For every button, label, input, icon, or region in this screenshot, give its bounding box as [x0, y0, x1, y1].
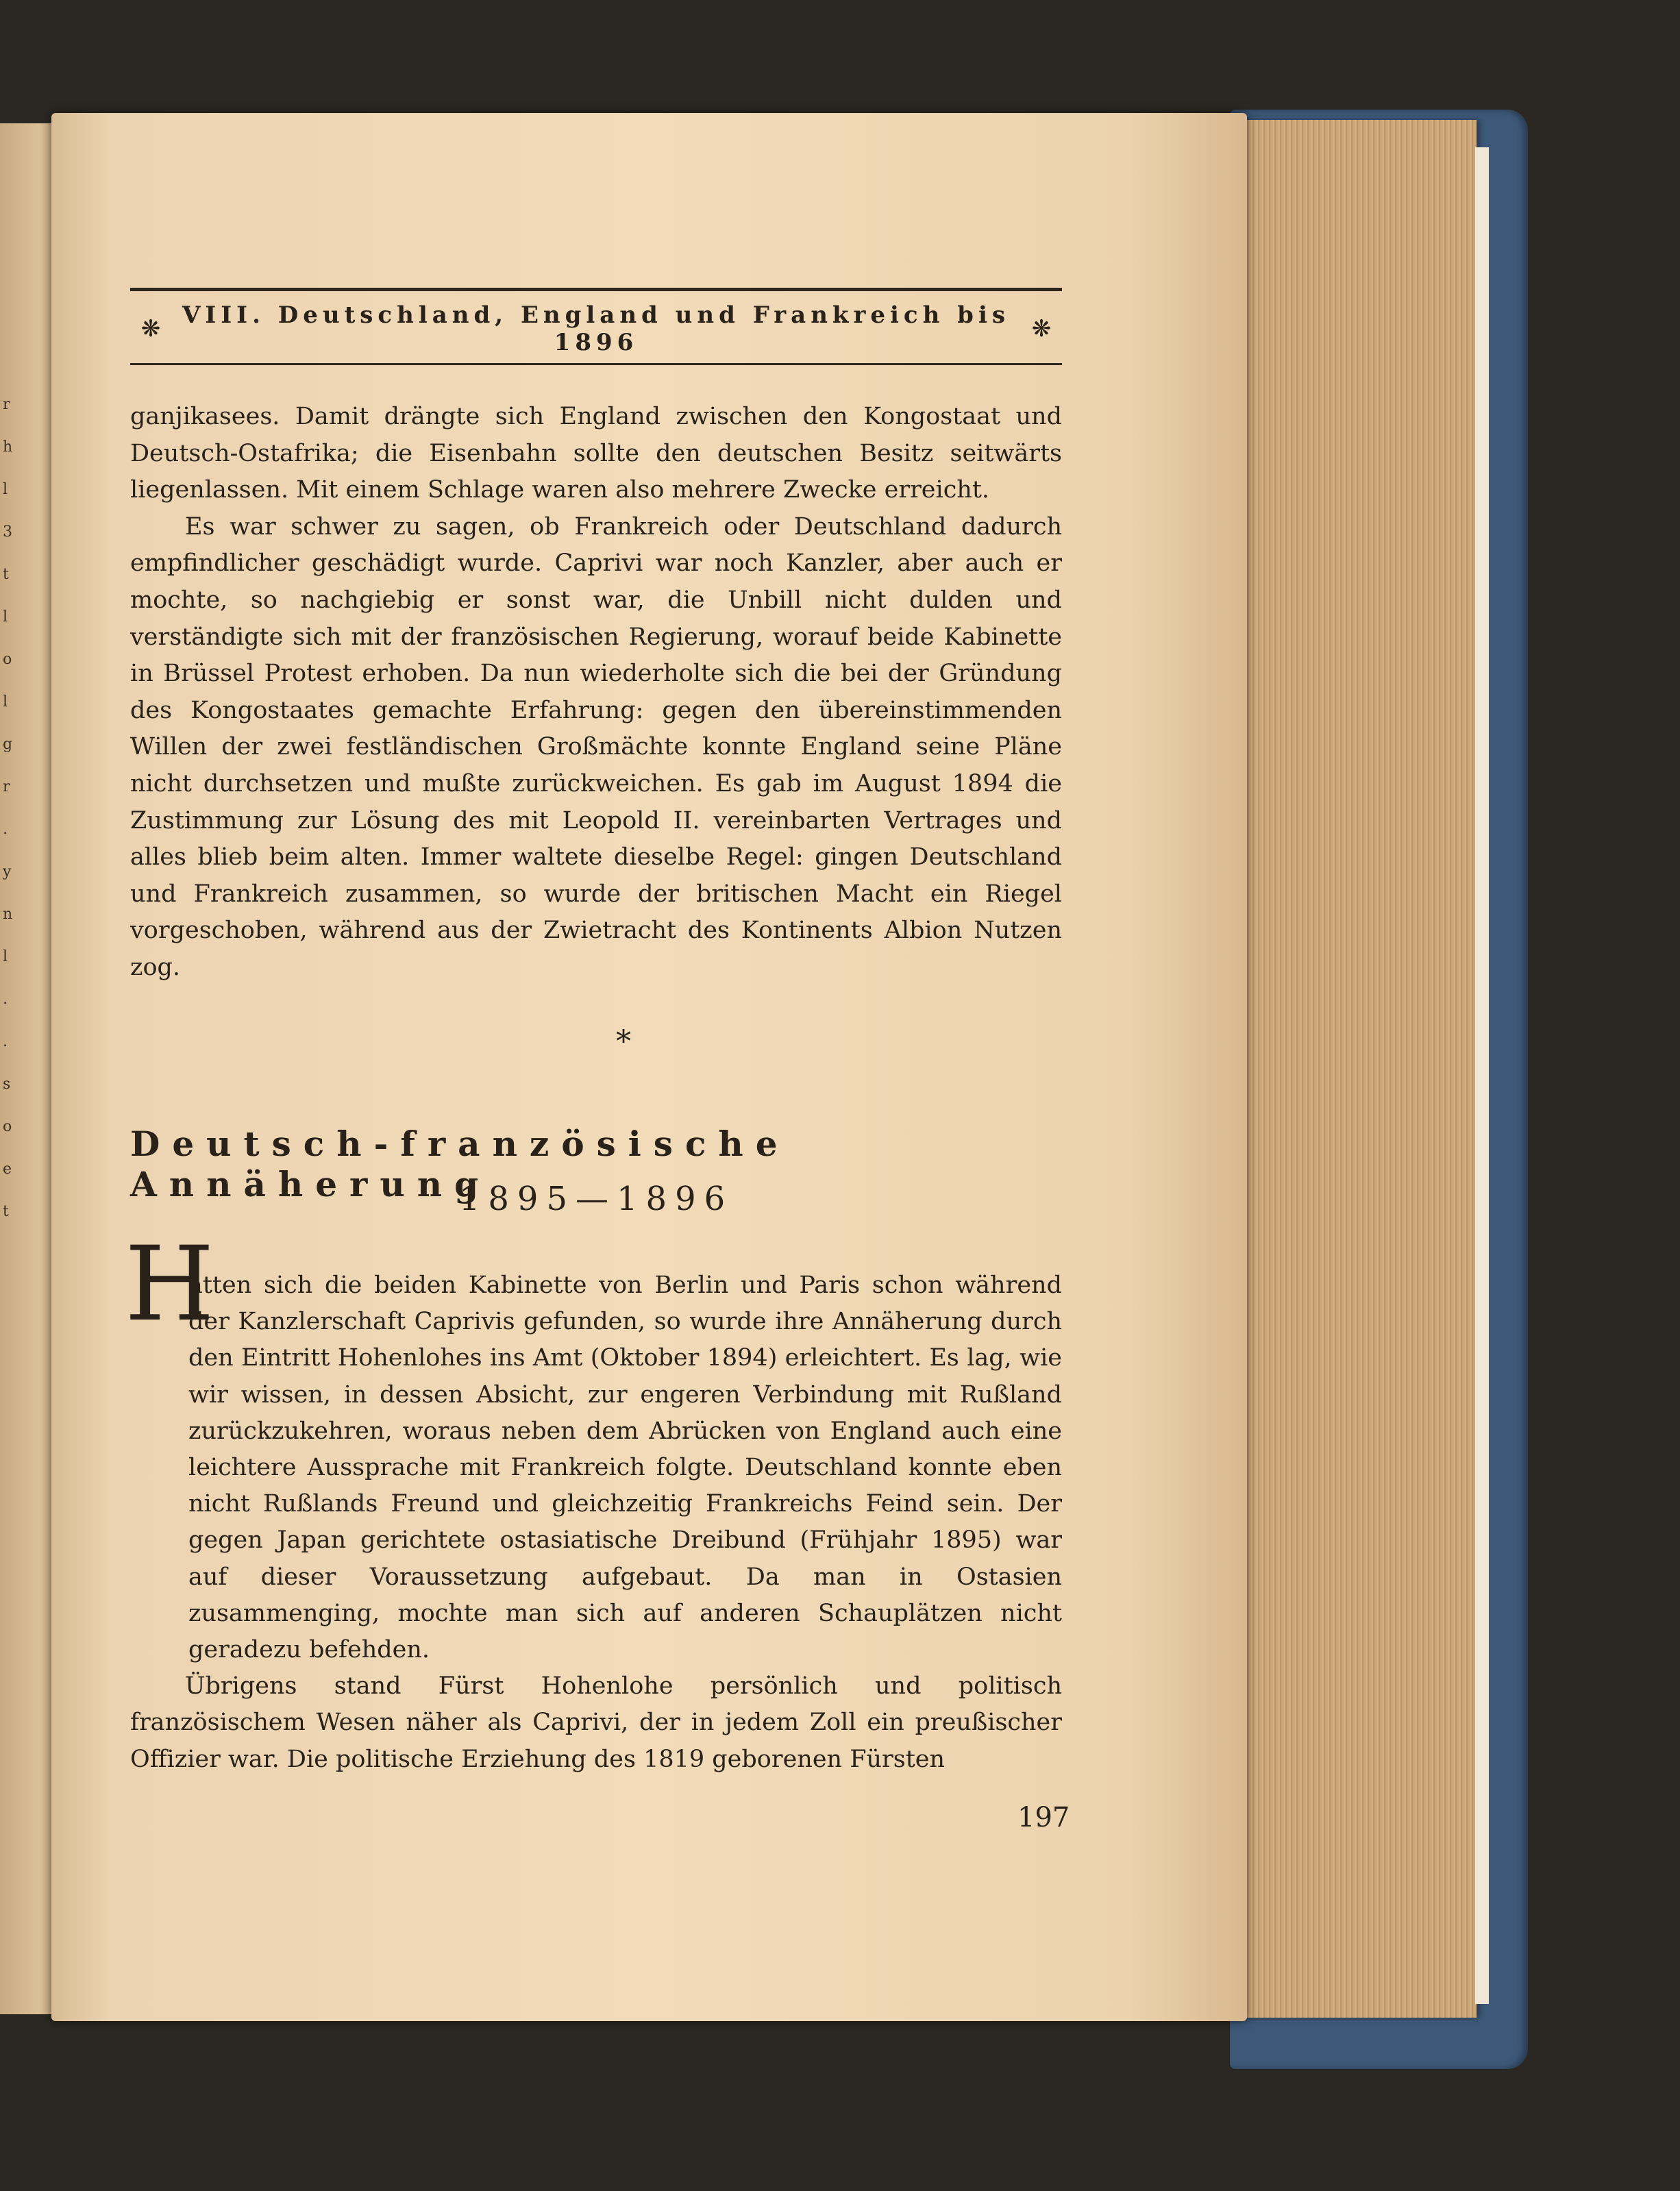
- page-number: 197: [1017, 1802, 1070, 1833]
- paragraph: atten sich die beiden Kabinette von Berlin und Paris schon während der Kanzlerschaft Caprivis gefunden, so wurde ihre Annäherung durch den Eintritt Hohenlohes ins Amt (Oktober 1894) erleichtert. Es lag, wie wir wissen, in dessen Absicht, zur engeren Verbindung mit Rußland zurückzukehren, woraus neben dem Abrücken von England auch eine leichtere Aussprache mit Frankreich folgte. Deutschland konnte eben nicht Rußlands Freund und gleichzeitig Frankreichs Feind sein. Der gegen Japan gerichtete ostasiatische Dreibund (Frühjahr 1895) war auf dieser Voraussetzung aufgebaut. Da man in Ostasien zusammenging, mochte man sich auf anderen Schauplätzen nicht geradezu befehden.: [188, 1272, 1062, 1664]
- running-head: [130, 301, 1062, 356]
- margin-char: o: [3, 651, 12, 668]
- margin-char: s: [3, 1076, 11, 1093]
- margin-char: l: [3, 948, 8, 965]
- endpaper: [1475, 147, 1489, 2004]
- margin-char: o: [3, 1118, 12, 1135]
- margin-char: .: [3, 821, 8, 838]
- margin-char: l: [3, 481, 8, 498]
- margin-char: r: [3, 396, 10, 413]
- margin-char: l: [3, 608, 8, 626]
- section2-text: [130, 1267, 1062, 1778]
- left-page-margin-text: [3, 384, 16, 1233]
- margin-char: r: [3, 778, 10, 795]
- margin-char: .: [3, 1033, 8, 1050]
- margin-char: l: [3, 693, 8, 710]
- paragraph: Übrigens stand Fürst Hohenlohe persönlich und politisch französischem Wesen näher als Caprivi, der in jedem Zoll ein preußischer Offizier war. Die politische Erziehung des 1819 geborenen Fürsten: [130, 1672, 1062, 1773]
- section-heading-years: 1895—1896: [458, 1180, 734, 1218]
- section1-text: [130, 399, 1062, 987]
- paragraph: ganjikasees. Damit drängte sich England zwischen den Kongostaat und Deutsch-Ostafrika; die Eisenbahn sollte den deutschen Besitz seitwärts liegenlassen. Mit einem Schlage waren also mehrere Zwecke erreicht.: [130, 403, 1062, 504]
- ornament-left-icon: ❋: [140, 315, 161, 343]
- section-heading: Deutsch-französische Annäherung: [130, 1124, 790, 1204]
- running-head-title: VIII. Deutschland, England und Frankreich bis 1896: [182, 301, 1011, 356]
- margin-char: t: [3, 1203, 9, 1220]
- section-divider: *: [616, 1024, 631, 1059]
- margin-char: y: [3, 863, 12, 880]
- margin-char: 3: [3, 523, 12, 541]
- drop-cap: H: [125, 1225, 214, 1344]
- header-rule-top: [130, 288, 1062, 291]
- margin-char: .: [3, 991, 8, 1008]
- margin-char: n: [3, 906, 13, 923]
- margin-char: g: [3, 736, 13, 753]
- margin-char: t: [3, 566, 9, 583]
- paragraph: Es war schwer zu sagen, ob Frankreich oder Deutschland dadurch empfindlicher geschädigt wurde. Caprivi war noch Kanzler, aber auch er mochte, so nachgiebig er sonst war, die Unbill nicht dulden und verständigte sich mit der französischen Regierung, worauf beide Kabinette in Brüssel Protest erhoben. Da nun wiederholte sich die bei der Gründung des Kongostaates gemachte Erfahrung: gegen den übereinstimmenden Willen der zwei festländischen Großmächte konnte England seine Pläne nicht durchsetzen und mußte zurückweichen. Es gab im August 1894 die Zustimmung zur Lösung des mit Leopold II. vereinbarten Vertrages und alles blieb beim alten. Immer waltete dieselbe Regel: gingen Deutschland und Frankreich zusammen, so wurde der britischen Macht ein Riegel vorgeschoben, während aus der Zwietracht des Kontinents Albion Nutzen zog.: [130, 512, 1062, 981]
- header-rule-bottom: [130, 363, 1062, 365]
- margin-char: e: [3, 1161, 12, 1178]
- ornament-right-icon: ❋: [1031, 315, 1052, 343]
- page-block-edges: [1233, 120, 1477, 2018]
- margin-char: h: [3, 438, 13, 456]
